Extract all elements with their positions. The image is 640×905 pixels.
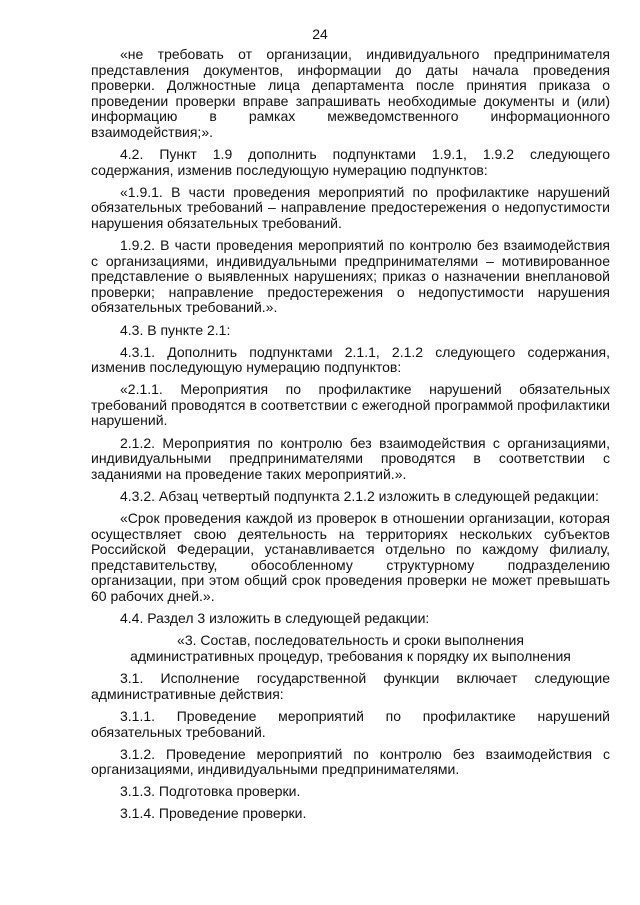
paragraph-4-3-2: 4.3.2. Абзац четвертый подпункта 2.1.2 изложить в следующей редакции: [120,487,599,504]
paragraph-4-3: 4.3. В пункте 2.1: [120,321,231,338]
paragraph-2-1-1: «2.1.1. Мероприятия по профилактике нарушений обязательных требований проводятся в соответствии с ежегодной программой профилактики нарушений. [91,381,610,429]
document-body [91,47,610,829]
paragraph-3-1-3: 3.1.3. Подготовка проверки. [120,783,301,800]
paragraph-inspection-term: «Срок проведения каждой из проверок в отношении организации, которая осуществляет свою деятельность на территориях нескольких субъектов Российской Федерации, устанавливается отдельно по каждому филиалу, представительству, обособленному структурному подразделению организации, при этом общий срок проведения проверки не может превышать 60 рабочих дней.». [91,509,610,604]
paragraph-1-9-2: 1.9.2. В части проведения мероприятий по контролю без взаимодействия с организациями, индивидуальными предпринимателями – мотивированное представление о выявленных нарушениях; приказ о назначении внеплановой проверки; направление предостережения о недопустимости нарушения обязательных требований.». [91,237,610,316]
paragraph-4-3-1: 4.3.1. Дополнить подпунктами 2.1.1, 2.1.2 следующего содержания, изменив последующую нумерацию подпунктов: [91,343,610,376]
paragraph-quote-no-documents: «не требовать от организации, индивидуального предпринимателя представления документов, информации до даты начала проведения проверки. Должностные лица департамента после принятия приказа о проведении проверки вправе запрашивать необходимые документы и (или) информацию в рамках межведомственного информационного взаимодействия;». [91,46,610,140]
paragraph-3-1-4: 3.1.4. Проведение проверки. [120,805,307,822]
paragraph-1-9-1: «1.9.1. В части проведения мероприятий по профилактике нарушений обязательных требований – направление предостережения о недопустимости нарушения обязательных требований. [91,183,610,231]
paragraph-3-1-1: 3.1.1. Проведение мероприятий по профилактике нарушений обязательных требований. [91,707,610,740]
paragraph-4-2: 4.2. Пункт 1.9 дополнить подпунктами 1.9.1, 1.9.2 следующего содержания, изменив последующую нумерацию подпунктов: [91,146,610,178]
paragraph-2-1-2: 2.1.2. Мероприятия по контролю без взаимодействия с организациями, индивидуальными предпринимателями проводятся в соответствии с заданиями на проведение таких мероприятий.». [91,434,610,482]
section-3-heading [91,633,610,664]
section-3-heading-line2: административных процедур, требования к порядку их выполнения [130,647,571,664]
paragraph-3-1-2: 3.1.2. Проведение мероприятий по контролю без взаимодействия с организациями, индивидуальными предпринимателями. [91,745,610,778]
paragraph-3-1: 3.1. Исполнение государственной функции включает следующие административные действия: [91,670,610,702]
section-3-heading-line1: «3. Состав, последовательность и сроки выполнения [177,632,524,649]
page-number: 24 [312,26,328,42]
paragraph-4-4: 4.4. Раздел 3 изложить в следующей редакции: [120,610,430,626]
